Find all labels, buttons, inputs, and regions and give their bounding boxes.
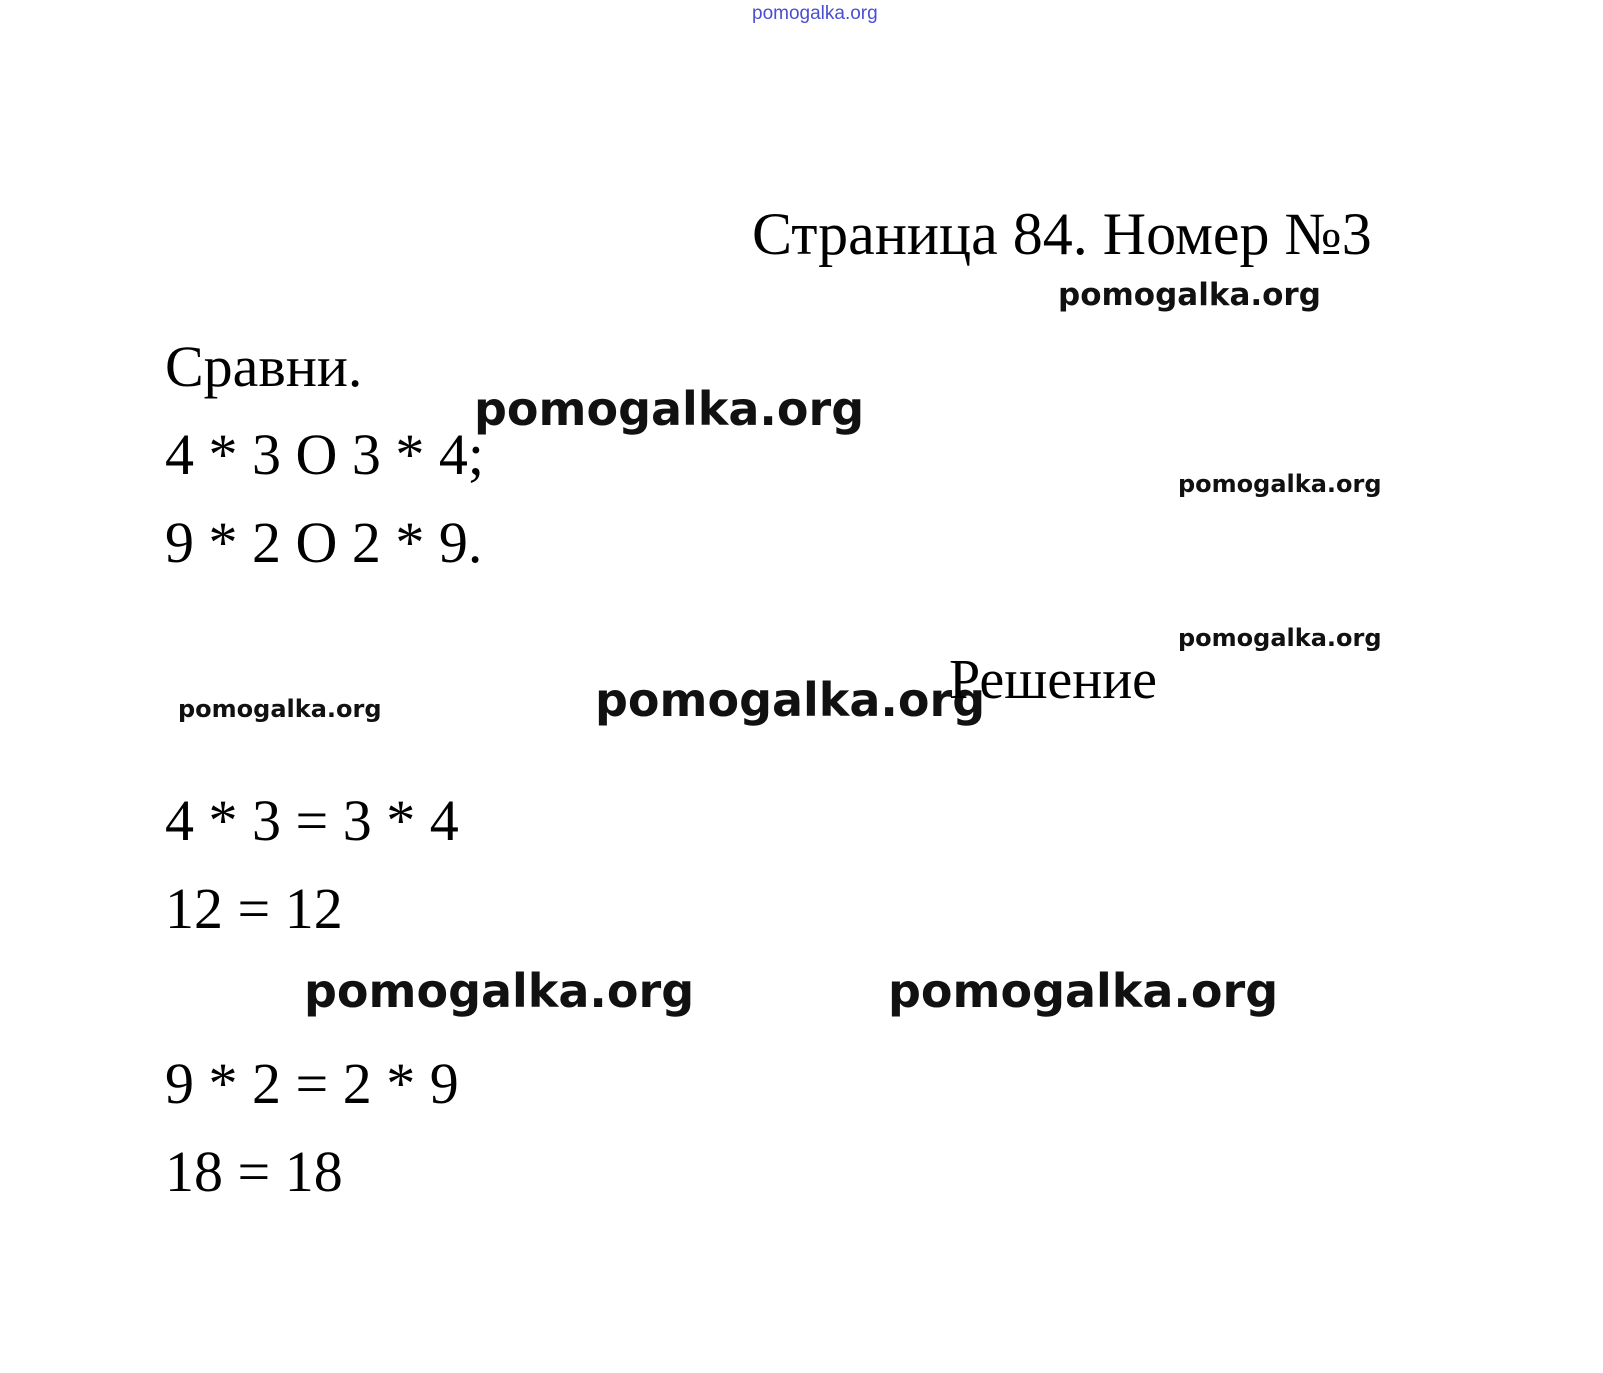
top-watermark-link[interactable]: pomogalka.org: [752, 3, 878, 24]
task-expression: 4 * 3 O 3 * 4;: [165, 422, 484, 487]
watermark: pomogalka.org: [474, 382, 865, 436]
watermark: pomogalka.org: [304, 964, 695, 1018]
task-expression: 9 * 2 O 2 * 9.: [165, 510, 483, 575]
solution-line: 12 = 12: [165, 876, 343, 941]
watermark: pomogalka.org: [1178, 624, 1382, 652]
task-intro: Сравни.: [165, 334, 363, 399]
solution-heading: Решение: [949, 649, 1158, 711]
solution-line: 4 * 3 = 3 * 4: [165, 788, 459, 853]
watermark: pomogalka.org: [1178, 470, 1382, 498]
page-title: Страница 84. Номер №3: [752, 201, 1372, 267]
watermark: pomogalka.org: [595, 673, 986, 727]
watermark: pomogalka.org: [888, 964, 1279, 1018]
solution-line: 9 * 2 = 2 * 9: [165, 1051, 459, 1116]
solution-line: 18 = 18: [165, 1139, 343, 1204]
watermark: pomogalka.org: [1058, 277, 1321, 313]
watermark: pomogalka.org: [178, 695, 382, 723]
